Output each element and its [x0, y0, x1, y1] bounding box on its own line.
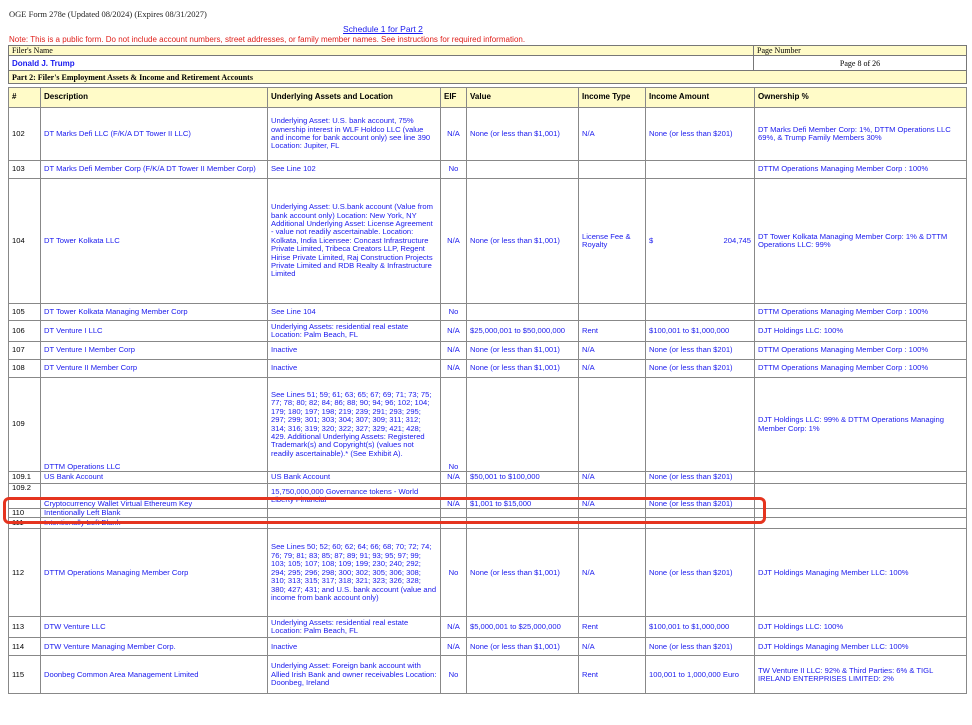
page-number: Page 8 of 26: [754, 56, 967, 71]
row-income-type: N/A: [579, 342, 646, 360]
row-eif: N/A: [441, 179, 467, 304]
filer-name-label: Filer's Name: [9, 46, 754, 56]
table-row: [9, 509, 967, 518]
row-description: Doonbeg Common Area Management Limited: [41, 656, 268, 694]
row-value: [467, 304, 579, 321]
row-ownership: DJT Holdings LLC: 100%: [755, 617, 967, 638]
row-underlying: [268, 518, 441, 529]
row-ownership: DT Marks Defi Member Corp: 1%, DTTM Operations LLC 69%, & Trump Family Members 30%: [755, 108, 967, 161]
row-income-amount: None (or less than $201): [646, 472, 755, 484]
row-income-type: N/A: [579, 360, 646, 378]
row-number: 108: [9, 360, 41, 378]
row-income-type: [579, 378, 646, 472]
row-income-type: [579, 518, 646, 529]
table-row: [9, 518, 967, 529]
row-value: None (or less than $1,001): [467, 360, 579, 378]
row-ownership: DT Tower Kolkata Managing Member Corp: 1% & DTTM Operations LLC: 99%: [755, 179, 967, 304]
row-ownership: TW Venture II LLC: 92% & Third Parties: 6% & TIGL IRELAND ENTERPRISES LIMITED: 2%: [755, 656, 967, 694]
col-header-value: Value: [467, 88, 579, 108]
row-income-type: N/A: [579, 108, 646, 161]
income-currency: $: [649, 235, 654, 245]
row-number: 109: [9, 378, 41, 472]
row-ownership: DJT Holdings LLC: 100%: [755, 321, 967, 342]
col-header-description: Description: [41, 88, 268, 108]
row-income-type: Rent: [579, 656, 646, 694]
row-value: $5,000,001 to $25,000,000: [467, 617, 579, 638]
row-number: 102: [9, 108, 41, 161]
row-number: 109.1: [9, 472, 41, 484]
row-eif: N/A: [441, 484, 467, 509]
row-income-amount: 100,001 to 1,000,000 Euro: [646, 656, 755, 694]
row-eif: N/A: [441, 638, 467, 656]
row-description: Intentionally Left Blank: [41, 509, 268, 518]
row-underlying: See Lines 50; 52; 60; 62; 64; 66; 68; 70; 72; 74; 76; 79; 81; 83; 85; 87; 89; 91; 93; 95; 97; 99; 103; 105; 107; 108; 109; 199; 230; 240; 292; 294; 295; 296; 298; 300; 302; 305; 306; 308; 310; 313; 315; 317; 318; 321; 323; 326; 328; 380; 427; 431; and U.S. bank account (value and income from bank account only): [268, 529, 441, 617]
table-row: [9, 617, 967, 638]
filer-name: Donald J. Trump: [9, 56, 754, 71]
row-value: None (or less than $1,001): [467, 638, 579, 656]
table-row: [9, 360, 967, 378]
row-value: $1,001 to $15,000: [467, 484, 579, 509]
row-underlying: Inactive: [268, 342, 441, 360]
row-income-type: [579, 161, 646, 179]
row-income-type: N/A: [579, 529, 646, 617]
row-underlying: Underlying Assets: residential real estate Location: Palm Beach, FL: [268, 617, 441, 638]
row-eif: N/A: [441, 321, 467, 342]
row-income-type: N/A: [579, 484, 646, 509]
table-row: [9, 529, 967, 617]
row-description: DT Venture II Member Corp: [41, 360, 268, 378]
row-value: $50,001 to $100,000: [467, 472, 579, 484]
row-income-type: Rent: [579, 321, 646, 342]
row-income-amount: [646, 509, 755, 518]
row-description: DTTM Operations Managing Member Corp: [41, 529, 268, 617]
col-header-eif: EIF: [441, 88, 467, 108]
row-underlying: 15,750,000,000 Governance tokens - World Liberty Financial: [268, 484, 441, 509]
row-eif: N/A: [441, 472, 467, 484]
row-number: 109.2: [9, 484, 41, 509]
row-income-type: [579, 509, 646, 518]
row-description: Intentionally Left Blank: [41, 518, 268, 529]
row-value: [467, 509, 579, 518]
row-income-amount: [646, 304, 755, 321]
row-number: 110: [9, 509, 41, 518]
row-income-amount: [646, 518, 755, 529]
row-description: DT Venture I LLC: [41, 321, 268, 342]
row-number: 105: [9, 304, 41, 321]
row-ownership: DJT Holdings Managing Member LLC: 100%: [755, 529, 967, 617]
table-header-row: [9, 88, 967, 108]
row-underlying: Underlying Assets: residential real estate Location: Palm Beach, FL: [268, 321, 441, 342]
row-number: 107: [9, 342, 41, 360]
row-underlying: Underlying Asset: Foreign bank account with Allied Irish Bank and owner receivables Location: Doonbeg, Ireland: [268, 656, 441, 694]
row-ownership: [755, 518, 967, 529]
table-row: [9, 378, 967, 472]
row-income-amount: None (or less than $201): [646, 342, 755, 360]
row-ownership: [755, 484, 967, 509]
row-ownership: DJT Holdings LLC: 99% & DTTM Operations Managing Member Corp: 1%: [755, 378, 967, 472]
filer-header-table: [8, 45, 967, 84]
col-header-number: #: [9, 88, 41, 108]
row-eif: No: [441, 161, 467, 179]
row-income-type: N/A: [579, 472, 646, 484]
row-income-type: Rent: [579, 617, 646, 638]
row-description: DT Venture I Member Corp: [41, 342, 268, 360]
row-underlying: See Line 104: [268, 304, 441, 321]
row-number: 114: [9, 638, 41, 656]
row-description: DTW Venture Managing Member Corp.: [41, 638, 268, 656]
row-value: None (or less than $1,001): [467, 108, 579, 161]
row-description: DT Marks Defi Member Corp (F/K/A DT Tower II Member Corp): [41, 161, 268, 179]
row-ownership: DTTM Operations Managing Member Corp : 100%: [755, 342, 967, 360]
row-underlying: Inactive: [268, 638, 441, 656]
row-description: DT Tower Kolkata Managing Member Corp: [41, 304, 268, 321]
row-description: DT Tower Kolkata LLC: [41, 179, 268, 304]
row-income-amount: None (or less than $201): [646, 360, 755, 378]
public-form-note: Note: This is a public form. Do not include account numbers, street addresses, or family member names. See instructions for required information.: [9, 35, 526, 44]
part-title: Part 2: Filer's Employment Assets & Income and Retirement Accounts: [9, 71, 967, 84]
row-description: Cryptocurrency Wallet Virtual Ethereum Key: [41, 484, 268, 509]
row-eif: N/A: [441, 360, 467, 378]
row-income-type: [579, 304, 646, 321]
form-identifier: OGE Form 278e (Updated 08/2024) (Expires 08/31/2027): [9, 9, 207, 19]
row-underlying: See Line 102: [268, 161, 441, 179]
row-number: 111: [9, 518, 41, 529]
row-eif: No: [441, 378, 467, 472]
row-description: US Bank Account: [41, 472, 268, 484]
col-header-income-type: Income Type: [579, 88, 646, 108]
row-ownership: DTTM Operations Managing Member Corp : 100%: [755, 304, 967, 321]
row-income-amount: [646, 179, 755, 304]
table-row: [9, 656, 967, 694]
col-header-income-amount: Income Amount: [646, 88, 755, 108]
row-number: 104: [9, 179, 41, 304]
row-income-amount: [646, 378, 755, 472]
row-description: DT Marks Defi LLC (F/K/A DT Tower II LLC): [41, 108, 268, 161]
table-row: [9, 342, 967, 360]
row-eif: N/A: [441, 342, 467, 360]
row-eif: N/A: [441, 617, 467, 638]
row-ownership: DJT Holdings Managing Member LLC: 100%: [755, 638, 967, 656]
row-underlying: See Lines 51; 59; 61; 63; 65; 67; 69; 71; 73; 75; 77; 78; 80; 82; 84; 86; 88; 90; 94; 96; 102; 104; 179; 180; 197; 198; 219; 239; 291; 293; 295; 297; 299; 301; 303; 304; 307; 309; 311; 312; 314; 316; 319; 320; 322; 327; 329; 421; 428; 429. Additional Underlying Assets: Registered Trademark(s) and Copyright(s) (values not readily ascertainable).* (See Exhibit A).: [268, 378, 441, 472]
row-underlying: US Bank Account: [268, 472, 441, 484]
table-row: [9, 472, 967, 484]
row-income-amount: $100,001 to $1,000,000: [646, 321, 755, 342]
row-eif: [441, 509, 467, 518]
table-row: [9, 161, 967, 179]
row-number: 112: [9, 529, 41, 617]
row-ownership: [755, 509, 967, 518]
row-value: None (or less than $1,001): [467, 529, 579, 617]
row-value: [467, 161, 579, 179]
row-underlying: [268, 509, 441, 518]
row-value: None (or less than $1,001): [467, 179, 579, 304]
row-ownership: DTTM Operations Managing Member Corp : 100%: [755, 360, 967, 378]
row-number: 115: [9, 656, 41, 694]
table-row: [9, 304, 967, 321]
row-eif: No: [441, 529, 467, 617]
row-income-type: License Fee & Royalty: [579, 179, 646, 304]
page-number-label: Page Number: [754, 46, 967, 56]
col-header-underlying: Underlying Assets and Location: [268, 88, 441, 108]
row-income-amount: [646, 161, 755, 179]
row-value: None (or less than $1,001): [467, 342, 579, 360]
row-number: 103: [9, 161, 41, 179]
row-income-amount: $100,001 to $1,000,000: [646, 617, 755, 638]
row-eif: N/A: [441, 108, 467, 161]
table-row-highlighted: [9, 484, 967, 509]
row-description: DTTM Operations LLC: [41, 378, 268, 472]
row-value: [467, 656, 579, 694]
row-income-type: N/A: [579, 638, 646, 656]
income-value: 204,745: [723, 235, 751, 245]
row-value: [467, 378, 579, 472]
row-ownership: DTTM Operations Managing Member Corp : 100%: [755, 161, 967, 179]
row-ownership: [755, 472, 967, 484]
row-eif: No: [441, 304, 467, 321]
row-number: 106: [9, 321, 41, 342]
row-description: DTW Venture LLC: [41, 617, 268, 638]
row-income-amount: None (or less than $201): [646, 484, 755, 509]
row-underlying: Underlying Asset: U.S. bank account, 75% ownership interest in WLF Holdco LLC (value and income for bank account only) see line 390 Location: Jupiter, FL: [268, 108, 441, 161]
row-underlying: Inactive: [268, 360, 441, 378]
row-value: $25,000,001 to $50,000,000: [467, 321, 579, 342]
row-value: [467, 518, 579, 529]
assets-table: [8, 87, 967, 694]
table-row: [9, 108, 967, 161]
row-underlying: Underlying Asset: U.S.bank account (Value from bank account only) Location: New York, NY Additional Underlying Asset: License Agreement - value not readily ascertainable. Location: Kolkata, India Licensee: Concast Infrastructure Private Limited, Tribeca Creators LLP, Regent Hirise Private Limited, Raj Construction Projects Private Limited and RDB Realty & Infrastructure Limited: [268, 179, 441, 304]
row-income-amount: None (or less than $201): [646, 638, 755, 656]
schedule-link[interactable]: Schedule 1 for Part 2: [343, 24, 423, 34]
table-row: [9, 638, 967, 656]
row-number: 113: [9, 617, 41, 638]
row-income-amount: None (or less than $201): [646, 529, 755, 617]
col-header-ownership: Ownership %: [755, 88, 967, 108]
row-eif: [441, 518, 467, 529]
row-income-amount: None (or less than $201): [646, 108, 755, 161]
table-row: [9, 321, 967, 342]
table-row: [9, 179, 967, 304]
row-eif: No: [441, 656, 467, 694]
